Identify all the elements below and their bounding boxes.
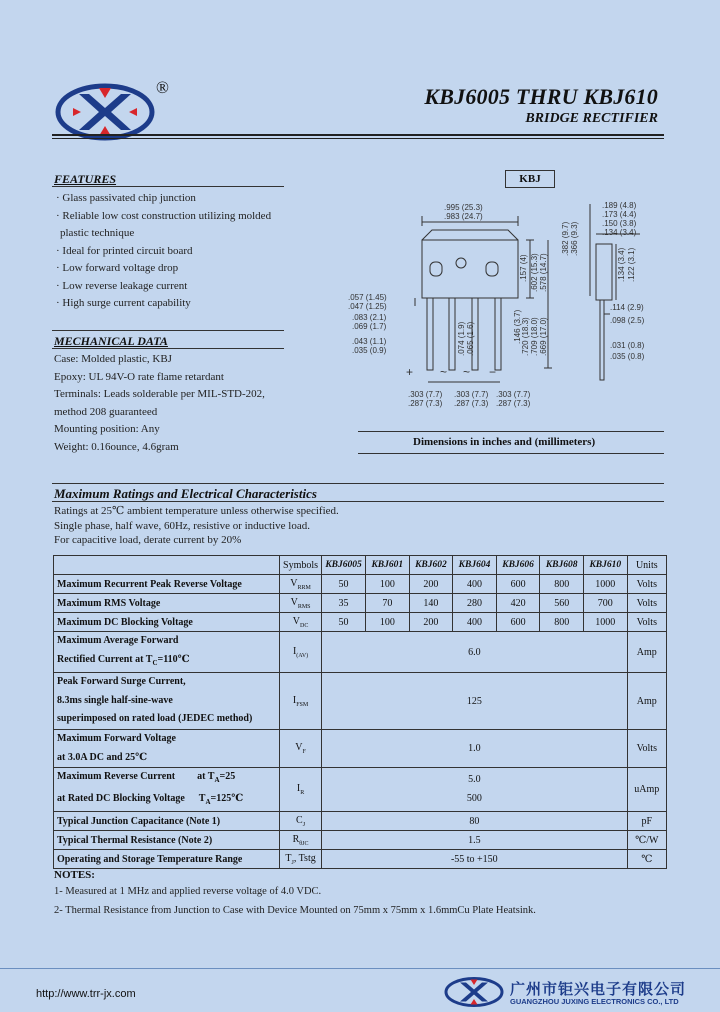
list-item: method 208 guaranteed [54,405,158,418]
unit-cell: Volts [627,613,666,632]
value-cell: 400 [453,575,497,594]
dim-label: .173 (4.4) [602,210,637,219]
header-cell: KBJ6005 [322,556,366,575]
lead-marker: ~ [440,365,448,379]
unit-cell: Amp [627,632,666,673]
value-cell: 100 [366,613,410,632]
list-item: · High surge current capability [56,297,191,309]
dim-label: .069 (1.7) [352,322,387,331]
footer-company-cn: 广州市钜兴电子有限公司 [510,980,687,998]
dim-label: .709 (18.0) [530,317,539,356]
dim-label: .995 (25.3) [444,203,483,212]
dim-label: .146 (3.7) [513,309,522,344]
unit-cell: Amp [627,673,666,730]
param-cell: Typical Junction Capacitance (Note 1) [54,812,280,831]
dim-label: .602 (15.3) [530,253,539,292]
header-cell: KBJ606 [496,556,540,575]
dim-label: .366 (9.3) [570,221,579,256]
dim-label: .720 (18.3) [521,317,530,356]
value-cell: 1000 [583,575,627,594]
unit-cell: Volts [627,730,666,768]
value-cell: 35 [322,594,366,613]
dim-label: .047 (1.25) [348,302,387,311]
table-row [54,768,667,812]
unit-cell: Volts [627,594,666,613]
list-item: · Glass passivated chip junction [56,192,196,204]
notes-heading: NOTES: [54,869,95,881]
dim-label: .122 (3.1) [627,247,636,282]
dim-label: .157 (4) [519,254,528,282]
table-row [54,812,667,831]
lead-marker: ~ [463,365,471,379]
value-cell: 200 [409,575,453,594]
dim-label: .382 (9.7) [561,221,570,256]
value-cell: 70 [366,594,410,613]
header-cell: Units [627,556,666,575]
dim-label: .150 (3.8) [602,219,637,228]
value-cell: 50 [322,613,366,632]
value-cell: 600 [496,575,540,594]
value-cell: 280 [453,594,497,613]
dim-label: .303 (7.7) [496,390,531,399]
value-cell: 1000 [583,613,627,632]
dim-label: .083 (2.1) [352,313,387,322]
param-cell: Maximum Average Forward Rectified Current at $T_C=110℃$ [54,632,280,673]
dim-label: .074 (1.9) [457,321,466,356]
package-outline-drawing [340,196,670,412]
list-item: Epoxy: UL 94V-O rate flame retardant [54,370,224,383]
symbol-cell: $I_R$ [280,768,322,812]
list-item: · Ideal for printed circuit board [56,244,193,257]
list-item: · Reliable low cost construction utilizing molded [56,209,272,222]
param-cell: Maximum RMS Voltage [54,594,280,613]
unit-cell: ℃ [627,850,666,869]
table-row [54,613,667,632]
list-item: Mounting position: Any [54,423,160,435]
dim-label: .669 (17.0) [539,317,548,356]
value-cell: 600 [496,613,540,632]
ratings-heading: Maximum Ratings and Electrical Characteristics [54,486,317,501]
ratings-top-rule [52,483,664,484]
list-item: · Low reverse leakage current [56,279,188,292]
ratings-rule [52,501,664,502]
symbol-cell: $C_J$ [280,812,322,831]
mechanical-list [54,351,265,456]
footer-rule [0,968,720,969]
value-cell: 700 [583,594,627,613]
value-cell: 560 [540,594,584,613]
features-heading: FEATURES [54,172,117,186]
ratings-conditions [54,504,339,548]
dim-label: .287 (7.3) [454,399,489,408]
unit-cell: uAmp [627,768,666,812]
features-rule [52,186,284,187]
header-rule-thin [52,138,664,139]
note-item: 2- Thermal Resistance from Junction to Case with Device Mounted on 75mm x 75mm x 1.6mmCu Plate Heatsink. [54,905,536,916]
value-cell: 80 [322,812,628,831]
value-cell: 800 [540,575,584,594]
dim-label: .303 (7.7) [454,390,489,399]
table-header-row [54,556,667,575]
list-item: plastic technique [60,227,135,239]
dim-label: .578 (14.7) [539,253,548,292]
lead-marker: + [406,365,414,379]
param-cell: Maximum Reverse Current at $T_A=25$ at Rated DC Blocking Voltage $T_A=125℃$ [54,768,280,812]
features-list [56,190,271,313]
value-cell: 1.0 [322,730,628,768]
param-cell: Operating and Storage Temperature Range [54,850,280,869]
symbol-cell: $V_{RRM}$ [280,575,322,594]
dim-label: .057 (1.45) [348,293,387,302]
table-row [54,594,667,613]
dim-label: .134 (3.4) [602,228,637,237]
symbol-cell: $I_{FSM}$ [280,673,322,730]
drawing-rule [358,431,664,432]
mechanical-rule [52,348,284,349]
condition-line: For capacitive load, derate current by 20% [54,534,242,546]
table-row [54,632,667,673]
note-item: 1- Measured at 1 MHz and applied reverse voltage of 4.0 VDC. [54,886,322,897]
dim-label: .134 (3.4) [617,247,626,282]
symbol-cell: $V_F$ [280,730,322,768]
value-cell: 50 [322,575,366,594]
unit-cell: Volts [627,575,666,594]
dim-label: .303 (7.7) [408,390,443,399]
footer-url-link[interactable]: http://www.trr-jx.com [36,988,136,1000]
mechanical-top-rule [52,330,284,331]
registered-mark: ® [156,78,169,97]
symbol-cell: $V_{DC}$ [280,613,322,632]
header-rule [52,134,664,136]
param-cell: Maximum Recurrent Peak Reverse Voltage [54,575,280,594]
package-label: KBJ [505,170,555,188]
lead-marker: − [489,365,497,379]
value-cell: -55 to +150 [322,850,628,869]
list-item: Terminals: Leads solderable per MIL-STD-202, [54,388,265,400]
condition-line: Ratings at 25℃ ambient temperature unless otherwise specified. [54,505,339,517]
page-title: KBJ6005 THRU KBJ610 [424,84,658,109]
param-cell: Maximum DC Blocking Voltage [54,613,280,632]
value-cell: 125 [322,673,628,730]
drawing-rule [358,453,664,454]
dim-label: .065 (1.6) [466,321,475,356]
param-cell: Typical Thermal Resistance (Note 2) [54,831,280,850]
table-row [54,673,667,730]
header-cell [54,556,280,575]
table-row [54,831,667,850]
param-cell: Peak Forward Surge Current, 8.3ms single half-sine-wave superimposed on rated load (JEDEC method) [54,673,280,730]
symbol-cell: $R_{\theta JC}$ [280,831,322,850]
symbol-cell: $V_{RMS}$ [280,594,322,613]
dim-label: .043 (1.1) [352,337,387,346]
header-cell: KBJ610 [583,556,627,575]
list-item: · Low forward voltage drop [56,262,179,274]
dim-label: .098 (2.5) [610,316,645,325]
value-cell: 200 [409,613,453,632]
table-row [54,730,667,768]
unit-cell: ℃/W [627,831,666,850]
dim-label: .035 (0.9) [352,346,387,355]
value-cell: 420 [496,594,540,613]
dimensions-caption: Dimensions in inches and (millimeters) [413,436,596,448]
condition-line: Single phase, half wave, 60Hz, resistive or inductive load. [54,519,310,532]
value-cell: 100 [366,575,410,594]
value-cell: 140 [409,594,453,613]
param-cell: Maximum Forward Voltage at 3.0A DC and 25℃ [54,730,280,768]
value-cell: 5.0 500 [322,768,628,812]
header-cell: KBJ604 [453,556,497,575]
ratings-table [53,555,667,869]
footer-logo [444,976,504,1008]
table-row [54,850,667,869]
value-cell: 1.5 [322,831,628,850]
dim-label: .983 (24.7) [444,212,483,221]
symbol-cell: $T_J$, Tstg [280,850,322,869]
unit-cell: pF [627,812,666,831]
header-cell: KBJ601 [366,556,410,575]
dim-label: .287 (7.3) [408,399,443,408]
value-cell: 6.0 [322,632,628,673]
dim-label: .031 (0.8) [610,341,645,350]
header-cell: KBJ602 [409,556,453,575]
list-item: Case: Molded plastic, KBJ [54,353,172,365]
table-row [54,575,667,594]
footer-company-en: GUANGZHOU JUXING ELECTRONICS CO., LTD [510,997,679,1006]
mechanical-heading: MECHANICAL DATA [54,334,168,348]
symbol-cell: $I_{(AV)}$ [280,632,322,673]
header-cell: KBJ608 [540,556,584,575]
dim-label: .114 (2.9) [610,303,644,312]
page-subtitle: BRIDGE RECTIFIER [525,111,658,126]
value-cell: 400 [453,613,497,632]
dim-label: .035 (0.8) [610,352,645,361]
list-item: Weight: 0.16ounce, 4.6gram [54,440,179,453]
value-cell: 800 [540,613,584,632]
dim-label: .287 (7.3) [496,399,531,408]
header-cell: Symbols [280,556,322,575]
dim-label: .189 (4.8) [602,201,637,210]
